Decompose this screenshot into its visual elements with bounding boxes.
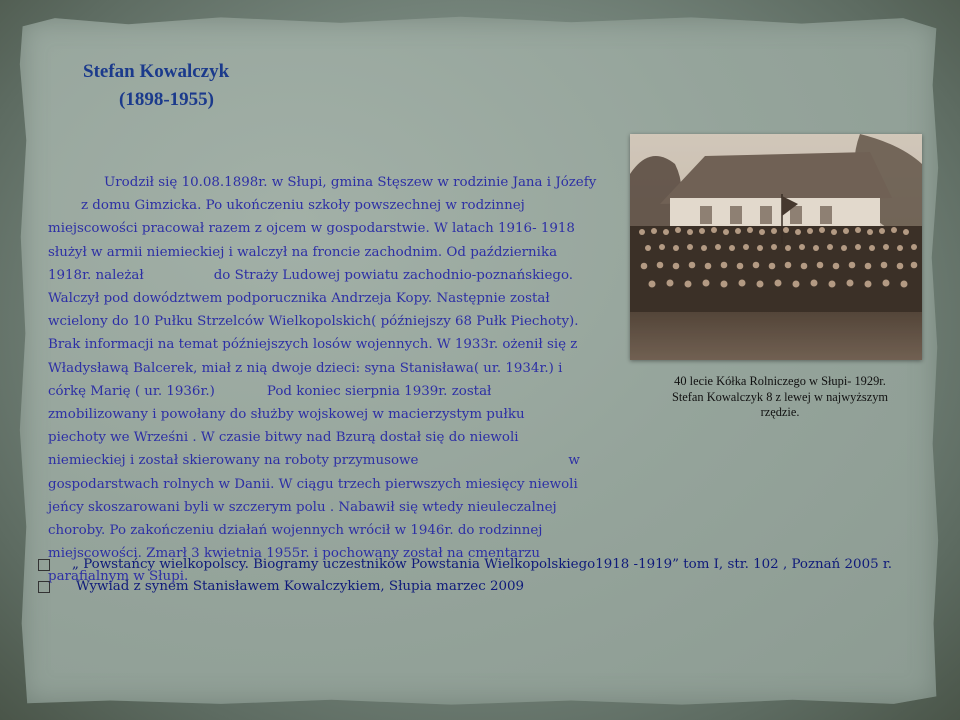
reference-text: Wywiad z synem Stanisławem Kowalczykiem, Słupia marzec 2009	[76, 579, 525, 594]
references-list	[38, 554, 918, 598]
bio-line: zmobilizowany i powołany do służby wojskowej w macierzystym pułku	[48, 407, 525, 423]
page-title	[83, 58, 229, 114]
bio-line: wcielony do 10 Pułku Strzelców Wielkopolskich( późniejszy 68 Pułk Piechoty).	[48, 314, 579, 330]
bio-line	[48, 449, 598, 472]
group-photo-icon	[630, 134, 922, 360]
bio-line: choroby. Po zakończeniu działań wojennych wrócił w 1946r. do rodzinnej	[48, 523, 543, 539]
bio-line: Walczył pod dowództwem podporucznika Andrzeja Kopy. Następnie został	[48, 291, 550, 307]
bio-line: piechoty we Wrześni . W czasie bitwy nad Bzurą dostał się do niewoli	[48, 430, 519, 446]
bio-line: Władysławą Balcerek, miał z nią dwoje dzieci: syna Stanisława( ur. 1934r.) i	[48, 360, 563, 376]
title-name: Stefan Kowalczyk	[83, 61, 230, 82]
caption-line: Stefan Kowalczyk 8 z lewej w najwyższym	[671, 389, 889, 404]
bio-line: Urodził się 10.08.1898r. w Słupi, gmina Stęszew w rodzinie Jana i Józefy	[104, 175, 597, 190]
caption-line: rzędzie.	[760, 405, 800, 419]
bullet-box-icon	[38, 581, 50, 593]
bio-line-part: w	[568, 453, 580, 469]
photo-caption	[640, 374, 920, 421]
bio-line	[48, 264, 598, 287]
bio-line: jeńcy skoszarowani byli w szczerym polu . Nabawił się wtedy nieuleczalnej	[48, 499, 557, 515]
bio-line-part: 1918r. należał	[48, 267, 144, 283]
bio-line: miejscowości. Zmarł 3 kwietnia 1955r. i pochowany został na cmentarzu	[48, 546, 541, 562]
bio-line-part: niemieckiej i został skierowany na roboty przymusowe	[48, 453, 419, 469]
bio-line: Brak informacji na temat późniejszych losów wojennych. W 1933r. ożenił się z	[48, 337, 578, 353]
bullet-box-icon	[38, 559, 50, 571]
bio-line: parafialnym w Słupi.	[48, 569, 189, 585]
biography-text	[48, 171, 598, 589]
reference-item	[38, 576, 918, 598]
bio-line-part: córkę Marię ( ur. 1936r.)	[48, 383, 215, 399]
caption-line: 40 lecie Kółka Rolniczego w Słupi- 1929r.	[674, 374, 886, 388]
reference-item	[38, 554, 918, 576]
bio-line: miejscowości pracował razem z ojcem w gospodarstwie. W latach 1916- 1918	[48, 221, 575, 237]
bio-line: z domu Gimzicka. Po ukończeniu szkoły powszechnej w rodzinnej	[81, 198, 525, 214]
bio-line	[48, 380, 598, 403]
bio-line-part: Pod koniec sierpnia 1939r. został	[266, 383, 492, 399]
reference-text: „ Powstańcy wielkopolscy. Biogramy uczestników Powstania Wielkopolskiego1918 -1919” tom I, str. 102 , Poznań 2005 r.	[72, 557, 893, 572]
bio-line: gospodarstwach rolnych w Danii. W ciągu trzech pierwszych miesięcy niewoli	[48, 476, 578, 492]
bio-line: służył w armii niemieckiej i walczył na froncie zachodnim. Od października	[48, 244, 558, 260]
bio-line-part: do Straży Ludowej powiatu zachodnio-poznańskiego.	[213, 267, 574, 283]
group-photo	[630, 134, 922, 360]
title-years: (1898-1955)	[119, 89, 214, 110]
